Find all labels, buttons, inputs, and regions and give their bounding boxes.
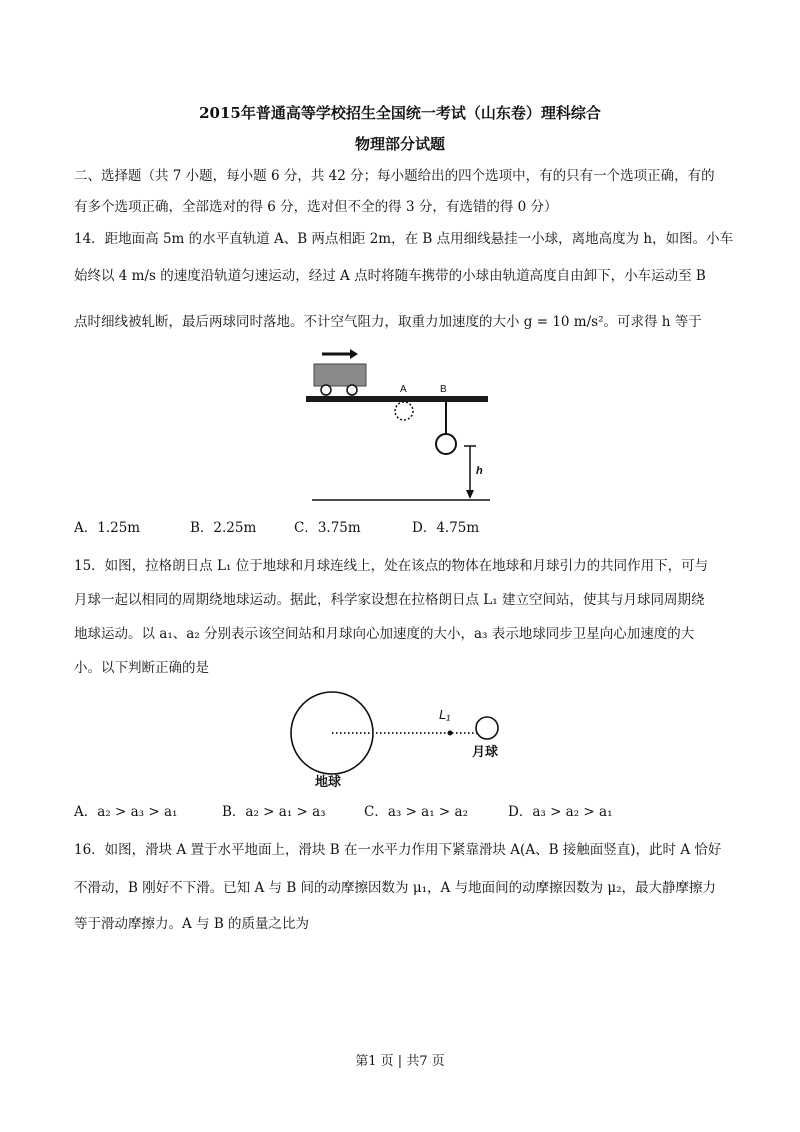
- q14-choices: [74, 518, 740, 538]
- lagrange-point: [448, 731, 453, 736]
- section-instructions-line-2: 有多个选项正确，全部选对的得 6 分，选对但不全的得 3 分，有选错的得 0 分）: [74, 199, 558, 215]
- q15-choice-d[interactable]: D．a₃ > a₂ > a₁: [508, 804, 613, 820]
- q14-choice-d[interactable]: D．4.75m: [412, 520, 480, 536]
- falling-ball-dashed: [395, 402, 413, 420]
- hanging-ball: [436, 434, 456, 454]
- h-arrowhead: [466, 490, 474, 499]
- q15-line-3: 地球运动。以 a₁、a₂ 分别表示该空间站和月球向心加速度的大小，a₃ 表示地球同步卫星向心加速度的大: [74, 626, 695, 642]
- q14-line-1: 14．距地面高 5m 的水平直轨道 A、B 两点相距 2m，在 B 点用细线悬挂一小球，离地高度为 h，如图。小车: [74, 231, 734, 247]
- label-earth: 地球: [315, 774, 342, 789]
- label-l1: L₁: [439, 707, 451, 722]
- exam-title: 2015年普通高等学校招生全国统一考试（山东卷）理科综合: [199, 104, 601, 122]
- q15-choice-a[interactable]: A．a₂ > a₃ > a₁: [74, 804, 178, 820]
- label-h: h: [476, 465, 483, 477]
- moon: [476, 717, 498, 739]
- q16-line-2: 不滑动，B 刚好不下滑。已知 A 与 B 间的动摩擦因数为 μ₁，A 与地面间的动摩擦因数为 μ₂，最大静摩擦力: [74, 880, 717, 896]
- q15-line-1: 15．如图，拉格朗日点 L₁ 位于地球和月球连线上，处在该点的物体在地球和月球引力的共同作用下，可与: [74, 558, 709, 574]
- exam-subtitle: 物理部分试题: [354, 135, 445, 153]
- q16-line-1: 16．如图，滑块 A 置于水平地面上，滑块 B 在一水平力作用下紧靠滑块 A(A、B 接触面竖直)，此时 A 恰好: [74, 842, 722, 858]
- cart-wheel-left: [321, 385, 331, 395]
- cart-body: [314, 364, 366, 386]
- q15-choices: [74, 802, 740, 822]
- label-moon: 月球: [472, 744, 499, 759]
- velocity-arrowhead: [350, 349, 358, 359]
- q14-choice-c[interactable]: C．3.75m: [294, 520, 361, 536]
- track: [306, 396, 488, 402]
- q15-choice-b[interactable]: B．a₂ > a₁ > a₃: [222, 804, 326, 820]
- q14-figure: [300, 346, 500, 508]
- section-instructions-line-1: 二、选择题（共 7 小题，每小题 6 分，共 42 分；每小题给出的四个选项中，有的只有一个选项正确，有的: [74, 168, 715, 184]
- q15-line-4: 小。以下判断正确的是: [74, 660, 209, 676]
- page-footer: 第1 页 | 共7 页: [355, 1054, 445, 1069]
- label-b: B: [440, 384, 447, 395]
- q14-line-2: 始终以 4 m/s 的速度沿轨道匀速运动，经过 A 点时将随车携带的小球由轨道高度自由卸下，小车运动至 B: [74, 268, 706, 284]
- label-a: A: [400, 384, 407, 395]
- q15-figure: [288, 686, 518, 791]
- q14-choice-b[interactable]: B．2.25m: [190, 520, 257, 536]
- q15-line-2: 月球一起以相同的周期绕地球运动。据此，科学家设想在拉格朗日点 L₁ 建立空间站，使其与月球同周期绕: [74, 592, 705, 608]
- q15-choice-c[interactable]: C．a₃ > a₁ > a₂: [364, 804, 468, 820]
- q14-line-3: 点时细线被轧断，最后两球同时落地。不计空气阻力，取重力加速度的大小 g = 10 m/s²。可求得 h 等于: [74, 314, 702, 330]
- cart-wheel-right: [347, 385, 357, 395]
- q16-line-3: 等于滑动摩擦力。A 与 B 的质量之比为: [74, 916, 310, 932]
- q14-choice-a[interactable]: A．1.25m: [74, 520, 141, 536]
